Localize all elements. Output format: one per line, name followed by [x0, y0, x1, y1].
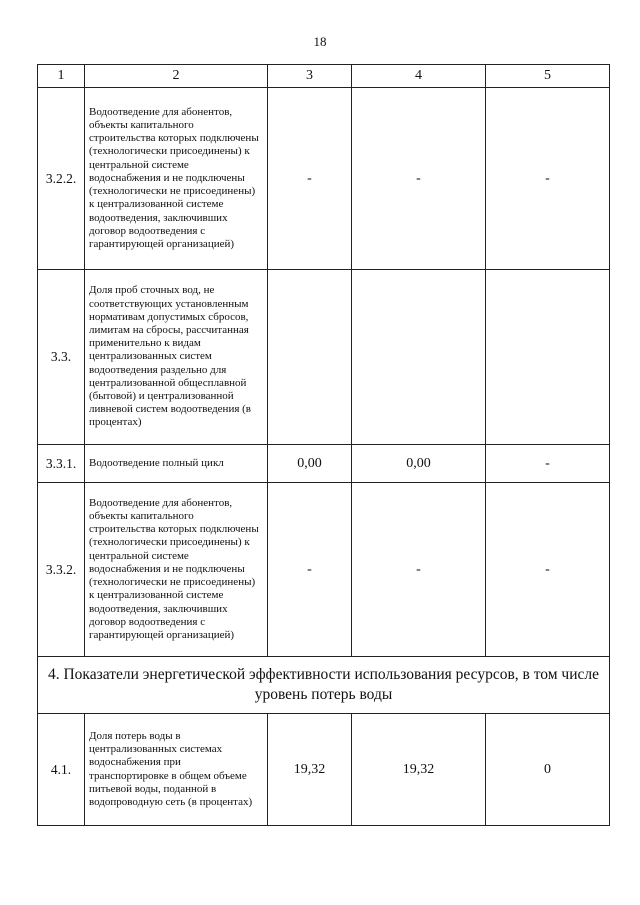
- column-header: 1: [38, 65, 85, 88]
- value-cell: 19,32: [268, 714, 352, 826]
- value-cell: -: [486, 483, 610, 657]
- row-description: Водоотведение для абонентов, объекты капитального строительства которых подключены (технологически присоединены) к центральной системе водоснабжения и не подключены (технологически не присоединены) к централизованной системе водоотведения, заключивших договор водоотведения с гарантирующей организацией): [85, 88, 268, 270]
- table-row: [38, 483, 610, 657]
- row-description: Водоотведение полный цикл: [85, 445, 268, 483]
- row-number: 3.3.1.: [38, 445, 85, 483]
- column-header: 2: [85, 65, 268, 88]
- value-cell: -: [352, 483, 486, 657]
- row-description: Доля потерь воды в централизованных системах водоснабжения при транспортировке в общем объеме питьевой воды, поданной в водопроводную сеть (в процентах): [85, 714, 268, 826]
- section-row: [38, 657, 610, 714]
- value-cell: 0: [486, 714, 610, 826]
- value-cell: -: [268, 483, 352, 657]
- value-cell: 0,00: [352, 445, 486, 483]
- table-row: [38, 445, 610, 483]
- column-header: 4: [352, 65, 486, 88]
- value-cell: 0,00: [268, 445, 352, 483]
- row-description: Доля проб сточных вод, не соответствующих установленным нормативам допустимых сбросов, лимитам на сбросы, рассчитанная применительно к видам централизованных систем водоотведения раздельно для централизованной общесплавной (бытовой) и централизованной ливневой систем водоотведения (в процентах): [85, 270, 268, 445]
- value-cell: 19,32: [352, 714, 486, 826]
- row-number: 4.1.: [38, 714, 85, 826]
- table-header-row: [38, 65, 610, 88]
- column-header: 3: [268, 65, 352, 88]
- table-row: [38, 714, 610, 826]
- value-cell: [352, 270, 486, 445]
- column-header: 5: [486, 65, 610, 88]
- value-cell: [486, 270, 610, 445]
- row-number: 3.3.2.: [38, 483, 85, 657]
- value-cell: -: [352, 88, 486, 270]
- value-cell: -: [486, 445, 610, 483]
- value-cell: -: [486, 88, 610, 270]
- page-number: 18: [313, 34, 327, 49]
- row-description: Водоотведение для абонентов, объекты капитального строительства которых подключены (технологически присоединены) к центральной системе водоснабжения и не подключены (технологически не присоединены) к централизованной системе водоотведения, заключивших договор водоотведения с гарантирующей организацией): [85, 483, 268, 657]
- value-cell: -: [268, 88, 352, 270]
- row-number: 3.3.: [38, 270, 85, 445]
- table-row: [38, 270, 610, 445]
- indicators-table: [37, 64, 610, 826]
- section-title: 4. Показатели энергетической эффективности использования ресурсов, в том числе уровень потерь воды: [38, 657, 610, 714]
- table-row: [38, 88, 610, 270]
- value-cell: [268, 270, 352, 445]
- row-number: 3.2.2.: [38, 88, 85, 270]
